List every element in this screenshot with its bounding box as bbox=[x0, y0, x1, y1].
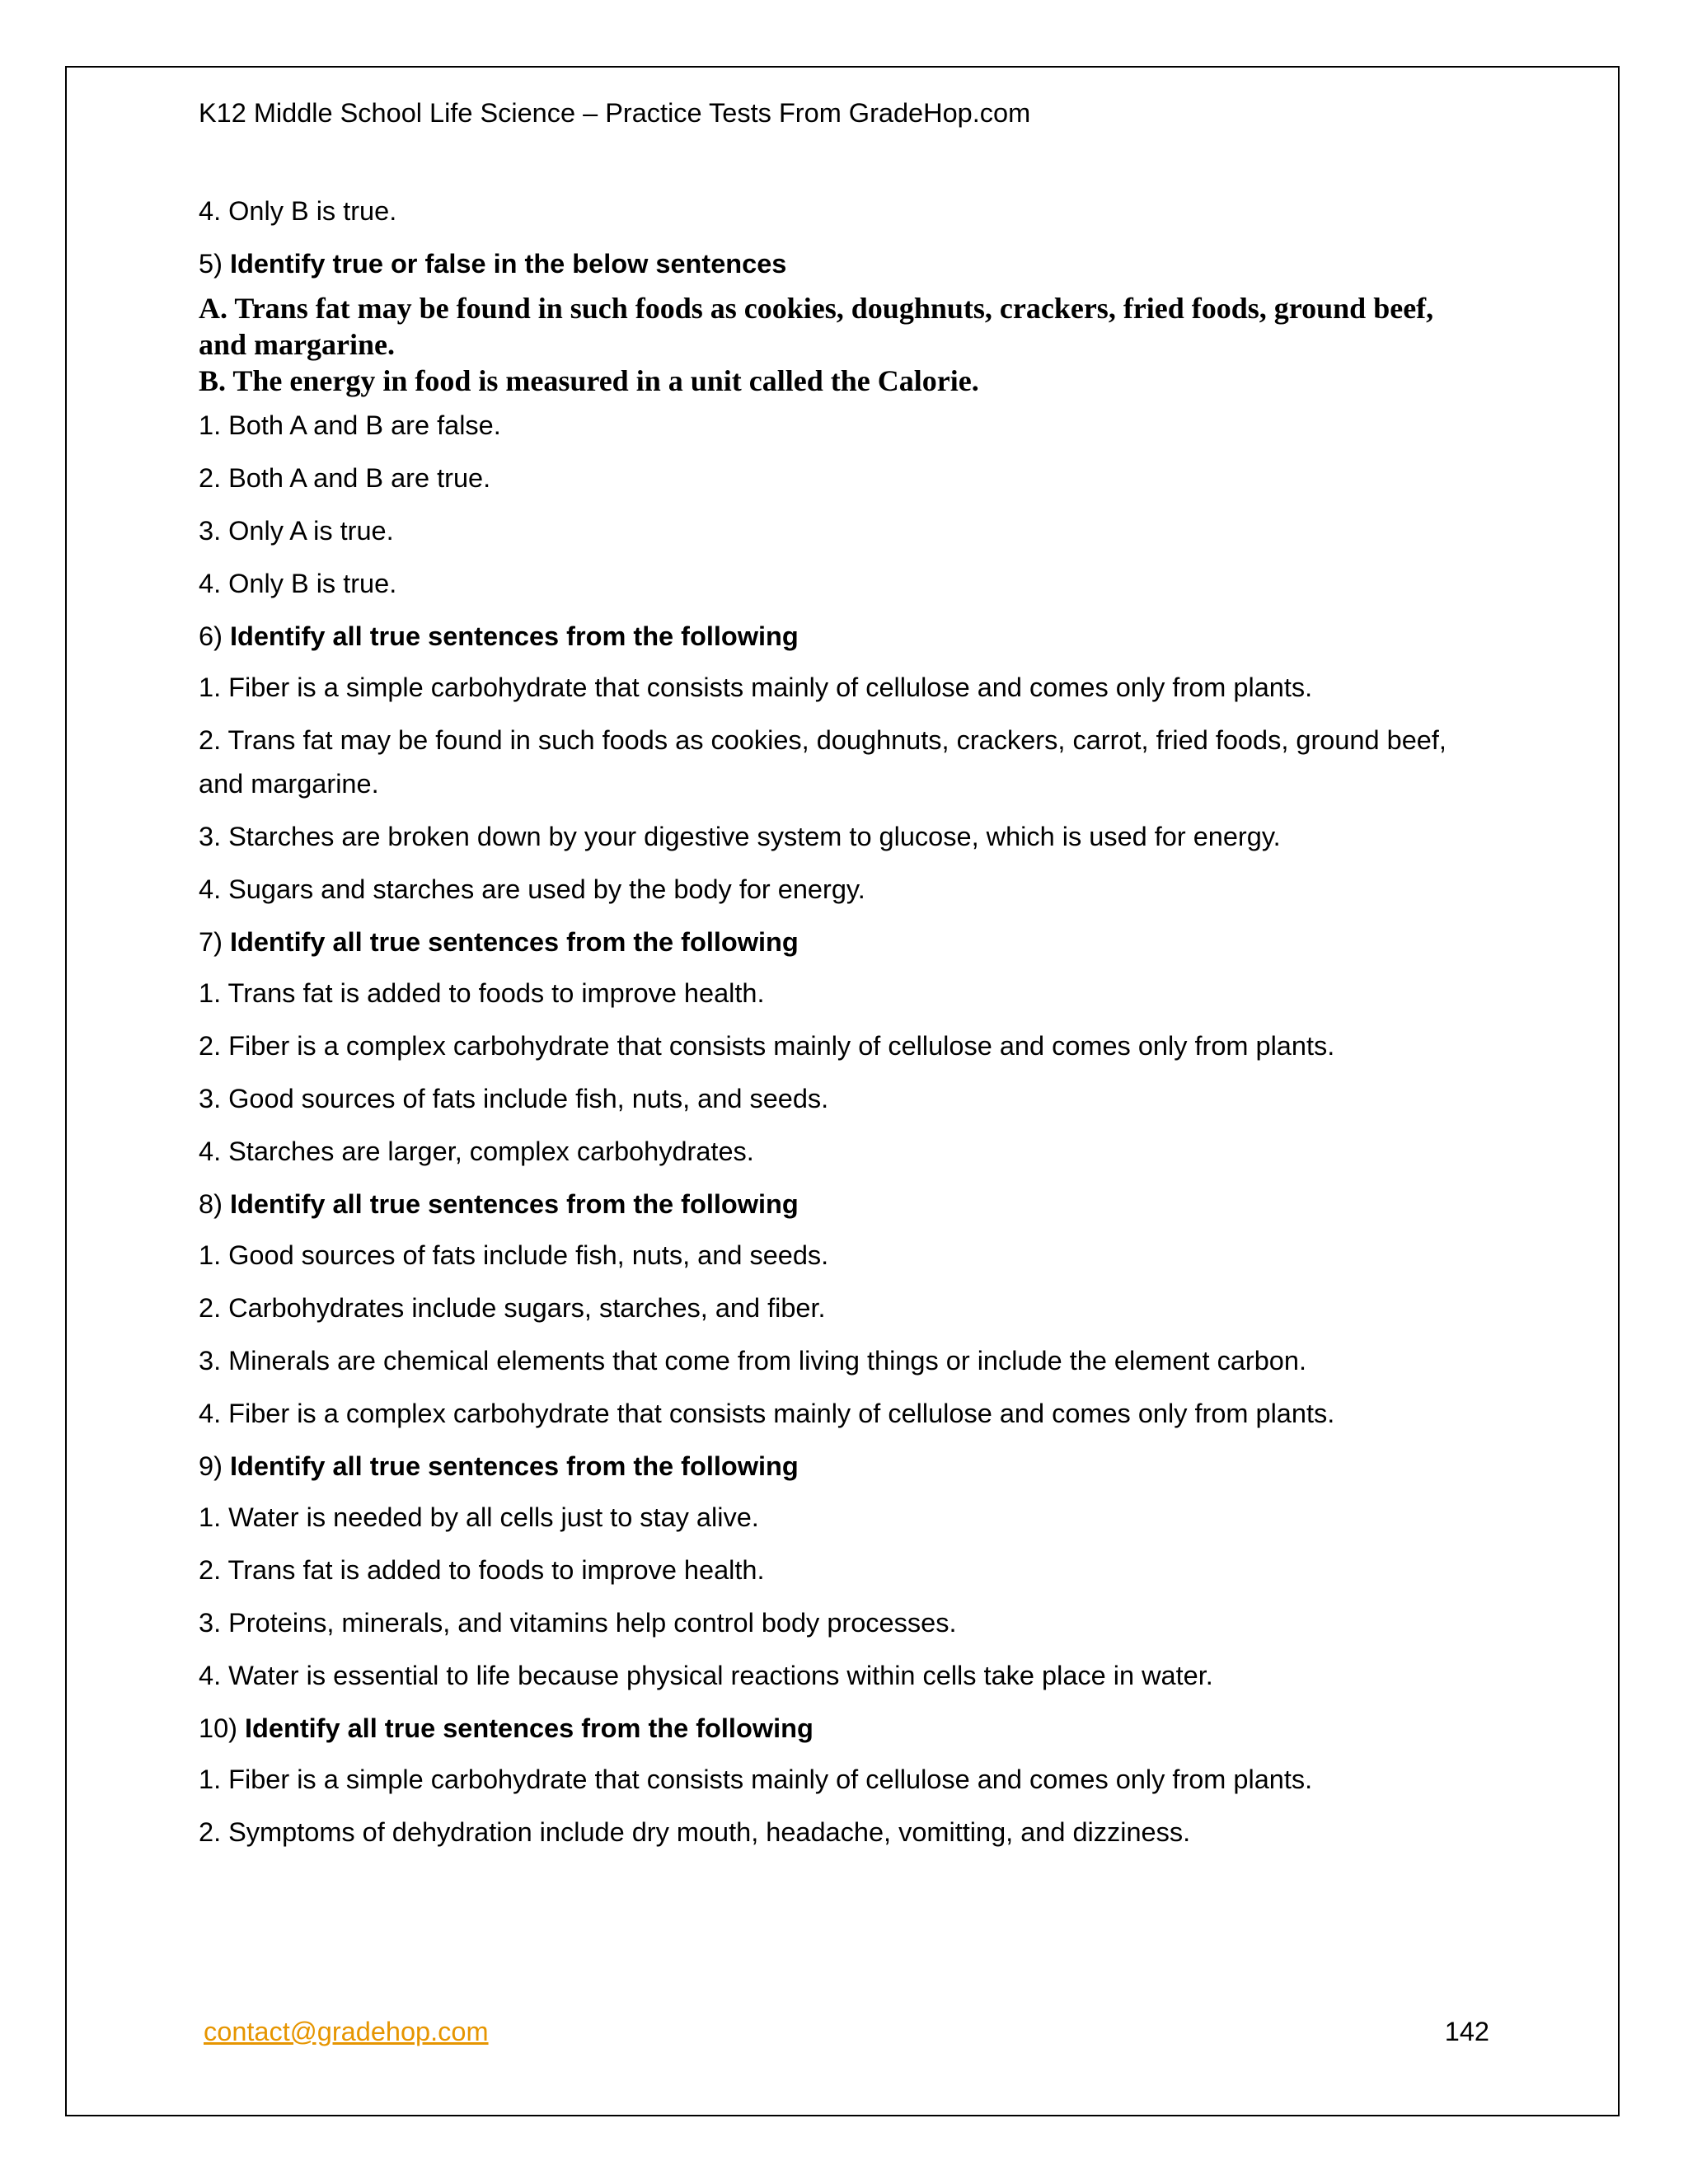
question-6-option-1: 1. Fiber is a simple carbohydrate that consists mainly of cellulose and comes only from plants. bbox=[199, 673, 1313, 702]
question-title: Identify all true sentences from the following bbox=[245, 1713, 814, 1743]
question-5-option-3: 3. Only A is true. bbox=[199, 516, 394, 546]
page-footer bbox=[204, 2015, 1489, 2048]
question-8-heading bbox=[199, 1188, 1517, 1221]
question-number: 9) bbox=[199, 1451, 223, 1481]
statement-b: B. The energy in food is measured in a unit called the Calorie. bbox=[199, 364, 979, 397]
question-10-heading bbox=[199, 1713, 1517, 1745]
question-7-option-1: 1. Trans fat is added to foods to improve health. bbox=[199, 978, 765, 1008]
question-8-option-2: 2. Carbohydrates include sugars, starches, and fiber. bbox=[199, 1293, 826, 1323]
question-title: Identify all true sentences from the following bbox=[229, 621, 799, 651]
question-5-option-4: 4. Only B is true. bbox=[199, 569, 397, 598]
question-7-option-3: 3. Good sources of fats include fish, nuts, and seeds. bbox=[199, 1084, 829, 1113]
question-9-option-1: 1. Water is needed by all cells just to stay alive. bbox=[199, 1502, 759, 1532]
question-9-option-2: 2. Trans fat is added to foods to improve health. bbox=[199, 1555, 765, 1585]
statement-a-continued: and margarine. bbox=[199, 328, 395, 361]
question-5-statements bbox=[199, 291, 1517, 398]
question-6-option-2-continued: and margarine. bbox=[199, 769, 379, 799]
question-7-option-4: 4. Starches are larger, complex carbohydrates. bbox=[199, 1137, 754, 1166]
question-10-option-2: 2. Symptoms of dehydration include dry mouth, headache, vomitting, and dizziness. bbox=[199, 1817, 1191, 1847]
question-10-option-1: 1. Fiber is a simple carbohydrate that consists mainly of cellulose and comes only from plants. bbox=[199, 1765, 1313, 1794]
question-5-option-2: 2. Both A and B are true. bbox=[199, 463, 491, 493]
question-number: 10) bbox=[199, 1713, 237, 1743]
question-9-option-3: 3. Proteins, minerals, and vitamins help control body processes. bbox=[199, 1608, 957, 1638]
page-number: 142 bbox=[1444, 2017, 1489, 2046]
statement-a: A. Trans fat may be found in such foods as cookies, doughnuts, crackers, fried foods, ground beef, bbox=[199, 292, 1434, 325]
question-9-option-4: 4. Water is essential to life because physical reactions within cells take place in water. bbox=[199, 1661, 1213, 1690]
contact-email-link[interactable]: contact@gradehop.com bbox=[204, 2017, 489, 2046]
question-7-option-2: 2. Fiber is a complex carbohydrate that consists mainly of cellulose and comes only from plants. bbox=[199, 1031, 1335, 1061]
previous-question-option: 4. Only B is true. bbox=[199, 196, 397, 226]
question-5-option-1: 1. Both A and B are false. bbox=[199, 410, 501, 440]
question-5-heading bbox=[199, 248, 1517, 280]
page-content bbox=[199, 97, 1517, 1869]
question-title: Identify all true sentences from the following bbox=[229, 1451, 799, 1481]
question-title: Identify true or false in the below sentences bbox=[229, 249, 787, 279]
question-6-option-4: 4. Sugars and starches are used by the body for energy. bbox=[199, 874, 865, 904]
page-header: K12 Middle School Life Science – Practice Tests From GradeHop.com bbox=[199, 98, 1031, 128]
question-6-option-3: 3. Starches are broken down by your digestive system to glucose, which is used for energy. bbox=[199, 822, 1281, 851]
question-6-heading bbox=[199, 621, 1517, 653]
question-number: 6) bbox=[199, 621, 223, 651]
question-number: 8) bbox=[199, 1189, 223, 1219]
question-title: Identify all true sentences from the following bbox=[229, 1189, 799, 1219]
question-8-option-4: 4. Fiber is a complex carbohydrate that consists mainly of cellulose and comes only from plants. bbox=[199, 1399, 1335, 1428]
question-9-heading bbox=[199, 1451, 1517, 1483]
question-number: 7) bbox=[199, 927, 223, 957]
question-6-option-2: 2. Trans fat may be found in such foods as cookies, doughnuts, crackers, carrot, fried foods, ground beef, bbox=[199, 725, 1447, 755]
question-number: 5) bbox=[199, 249, 223, 279]
question-title: Identify all true sentences from the following bbox=[229, 927, 799, 957]
question-8-option-3: 3. Minerals are chemical elements that come from living things or include the element carbon. bbox=[199, 1346, 1306, 1376]
question-7-heading bbox=[199, 926, 1517, 958]
question-8-option-1: 1. Good sources of fats include fish, nuts, and seeds. bbox=[199, 1240, 829, 1270]
